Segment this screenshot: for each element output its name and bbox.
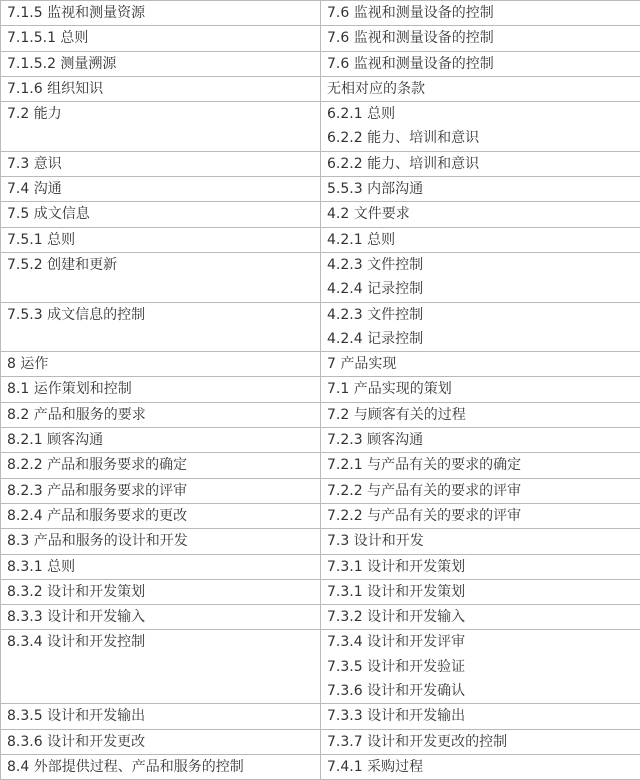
old-clause-cell bbox=[321, 402, 640, 427]
new-clause-text: 7.4 沟通 bbox=[7, 177, 314, 201]
new-clause-cell bbox=[1, 377, 321, 402]
new-clause-text: 7.5.1 总则 bbox=[7, 228, 314, 252]
old-clause-cell bbox=[321, 503, 640, 528]
new-clause-text: 7.5.3 成文信息的控制 bbox=[7, 303, 314, 327]
table-row bbox=[1, 630, 640, 704]
new-clause-text: 8.3.6 设计和开发更改 bbox=[7, 730, 314, 754]
new-clause-text: 7.1.6 组织知识 bbox=[7, 77, 314, 101]
old-clause-cell bbox=[321, 302, 640, 352]
new-clause-cell bbox=[1, 630, 321, 704]
old-clause-text: 7.6 监视和测量设备的控制 bbox=[327, 52, 634, 76]
new-clause-text: 7.1.5.2 测量溯源 bbox=[7, 52, 314, 76]
old-clause-text: 7.3.3 设计和开发输出 bbox=[327, 704, 634, 728]
old-clause-text: 7.3.1 设计和开发策划 bbox=[327, 580, 634, 604]
new-clause-cell bbox=[1, 704, 321, 729]
old-clause-text: 7 产品实现 bbox=[327, 352, 634, 376]
new-clause-text: 8.3.4 设计和开发控制 bbox=[7, 630, 314, 654]
old-clause-cell bbox=[321, 729, 640, 754]
old-clause-cell bbox=[321, 26, 640, 51]
table-row bbox=[1, 202, 640, 227]
old-clause-cell bbox=[321, 704, 640, 729]
old-clause-cell bbox=[321, 102, 640, 152]
new-clause-text: 7.5 成文信息 bbox=[7, 202, 314, 226]
old-clause-text: 7.2 与顾客有关的过程 bbox=[327, 403, 634, 427]
new-clause-text: 8.2 产品和服务的要求 bbox=[7, 403, 314, 427]
table-row bbox=[1, 704, 640, 729]
new-clause-cell bbox=[1, 302, 321, 352]
new-clause-text: 8.3.1 总则 bbox=[7, 555, 314, 579]
old-clause-text: 5.5.3 内部沟通 bbox=[327, 177, 634, 201]
old-clause-cell bbox=[321, 579, 640, 604]
new-clause-text: 8.3.5 设计和开发输出 bbox=[7, 704, 314, 728]
old-clause-text: 7.2.3 顾客沟通 bbox=[327, 428, 634, 452]
new-clause-text: 8.2.4 产品和服务要求的更改 bbox=[7, 504, 314, 528]
table-row bbox=[1, 1, 640, 26]
old-clause-text: 4.2 文件要求 bbox=[327, 202, 634, 226]
table-row bbox=[1, 377, 640, 402]
old-clause-text: 7.2.2 与产品有关的要求的评审 bbox=[327, 504, 634, 528]
old-clause-text: 无相对应的条款 bbox=[327, 77, 634, 101]
new-clause-cell bbox=[1, 151, 321, 176]
table-row bbox=[1, 177, 640, 202]
old-clause-cell bbox=[321, 630, 640, 704]
table-row bbox=[1, 402, 640, 427]
new-clause-cell bbox=[1, 252, 321, 302]
new-clause-cell bbox=[1, 76, 321, 101]
new-clause-text: 8.2.2 产品和服务要求的确定 bbox=[7, 453, 314, 477]
old-clause-text: 7.3.2 设计和开发输入 bbox=[327, 605, 634, 629]
table-row bbox=[1, 729, 640, 754]
old-clause-text: 4.2.3 文件控制 bbox=[327, 303, 634, 327]
old-clause-cell bbox=[321, 352, 640, 377]
new-clause-text: 7.1.5.1 总则 bbox=[7, 26, 314, 50]
new-clause-cell bbox=[1, 605, 321, 630]
old-clause-cell bbox=[321, 51, 640, 76]
table-row bbox=[1, 605, 640, 630]
old-clause-text: 6.2.2 能力、培训和意识 bbox=[327, 152, 634, 176]
old-clause-cell bbox=[321, 202, 640, 227]
table-row bbox=[1, 529, 640, 554]
new-clause-cell bbox=[1, 503, 321, 528]
new-clause-text: 8.3.3 设计和开发输入 bbox=[7, 605, 314, 629]
new-clause-cell bbox=[1, 428, 321, 453]
old-clause-cell bbox=[321, 227, 640, 252]
new-clause-cell bbox=[1, 177, 321, 202]
table-row bbox=[1, 227, 640, 252]
new-clause-cell bbox=[1, 478, 321, 503]
new-clause-text: 8.1 运作策划和控制 bbox=[7, 377, 314, 401]
table-row bbox=[1, 26, 640, 51]
table-row bbox=[1, 102, 640, 152]
new-clause-cell bbox=[1, 202, 321, 227]
new-clause-cell bbox=[1, 102, 321, 152]
new-clause-cell bbox=[1, 554, 321, 579]
new-clause-cell bbox=[1, 453, 321, 478]
old-clause-cell bbox=[321, 76, 640, 101]
new-clause-cell bbox=[1, 227, 321, 252]
new-clause-text: 8.3.2 设计和开发策划 bbox=[7, 580, 314, 604]
new-clause-cell bbox=[1, 402, 321, 427]
old-clause-text: 7.3.1 设计和开发策划 bbox=[327, 555, 634, 579]
old-clause-text: 4.2.3 文件控制 bbox=[327, 253, 634, 277]
new-clause-text: 7.1.5 监视和测量资源 bbox=[7, 1, 314, 25]
new-clause-text: 7.3 意识 bbox=[7, 152, 314, 176]
new-clause-text: 8.4 外部提供过程、产品和服务的控制 bbox=[7, 755, 314, 779]
new-clause-cell bbox=[1, 729, 321, 754]
new-clause-text: 8.3 产品和服务的设计和开发 bbox=[7, 529, 314, 553]
old-clause-cell bbox=[321, 754, 640, 779]
old-clause-text: 7.1 产品实现的策划 bbox=[327, 377, 634, 401]
old-clause-text: 7.3.6 设计和开发确认 bbox=[327, 679, 634, 703]
table-row bbox=[1, 252, 640, 302]
new-clause-text: 8 运作 bbox=[7, 352, 314, 376]
old-clause-text: 6.2.1 总则 bbox=[327, 102, 634, 126]
new-clause-cell bbox=[1, 754, 321, 779]
old-clause-text: 4.2.4 记录控制 bbox=[327, 277, 634, 301]
table-row bbox=[1, 554, 640, 579]
old-clause-cell bbox=[321, 428, 640, 453]
old-clause-cell bbox=[321, 1, 640, 26]
old-clause-cell bbox=[321, 605, 640, 630]
old-clause-text: 7.2.2 与产品有关的要求的评审 bbox=[327, 479, 634, 503]
table-row bbox=[1, 352, 640, 377]
old-clause-cell bbox=[321, 177, 640, 202]
old-clause-text: 7.3 设计和开发 bbox=[327, 529, 634, 553]
table-row bbox=[1, 478, 640, 503]
old-clause-cell bbox=[321, 151, 640, 176]
new-clause-cell bbox=[1, 529, 321, 554]
new-clause-cell bbox=[1, 352, 321, 377]
old-clause-text: 4.2.1 总则 bbox=[327, 228, 634, 252]
old-clause-cell bbox=[321, 453, 640, 478]
table-row bbox=[1, 302, 640, 352]
new-clause-cell bbox=[1, 1, 321, 26]
old-clause-text: 7.6 监视和测量设备的控制 bbox=[327, 1, 634, 25]
table-row bbox=[1, 453, 640, 478]
table-row bbox=[1, 428, 640, 453]
old-clause-cell bbox=[321, 377, 640, 402]
old-clause-text: 4.2.4 记录控制 bbox=[327, 327, 634, 351]
new-clause-cell bbox=[1, 51, 321, 76]
table-body bbox=[1, 1, 640, 780]
table-row bbox=[1, 503, 640, 528]
old-clause-text: 6.2.2 能力、培训和意识 bbox=[327, 126, 634, 150]
table-row bbox=[1, 579, 640, 604]
new-clause-cell bbox=[1, 579, 321, 604]
new-clause-text: 8.2.3 产品和服务要求的评审 bbox=[7, 479, 314, 503]
old-clause-text: 7.3.5 设计和开发验证 bbox=[327, 655, 634, 679]
table-row bbox=[1, 51, 640, 76]
table-row bbox=[1, 151, 640, 176]
table-row bbox=[1, 754, 640, 779]
old-clause-text: 7.2.1 与产品有关的要求的确定 bbox=[327, 453, 634, 477]
new-clause-text: 8.2.1 顾客沟通 bbox=[7, 428, 314, 452]
old-clause-text: 7.6 监视和测量设备的控制 bbox=[327, 26, 634, 50]
old-clause-text: 7.4.1 采购过程 bbox=[327, 755, 634, 779]
old-clause-cell bbox=[321, 529, 640, 554]
new-clause-text: 7.2 能力 bbox=[7, 102, 314, 126]
new-clause-cell bbox=[1, 26, 321, 51]
table-row bbox=[1, 76, 640, 101]
old-clause-text: 7.3.4 设计和开发评审 bbox=[327, 630, 634, 654]
old-clause-text: 7.3.7 设计和开发更改的控制 bbox=[327, 730, 634, 754]
old-clause-cell bbox=[321, 554, 640, 579]
old-clause-cell bbox=[321, 252, 640, 302]
old-clause-cell bbox=[321, 478, 640, 503]
new-clause-text: 7.5.2 创建和更新 bbox=[7, 253, 314, 277]
